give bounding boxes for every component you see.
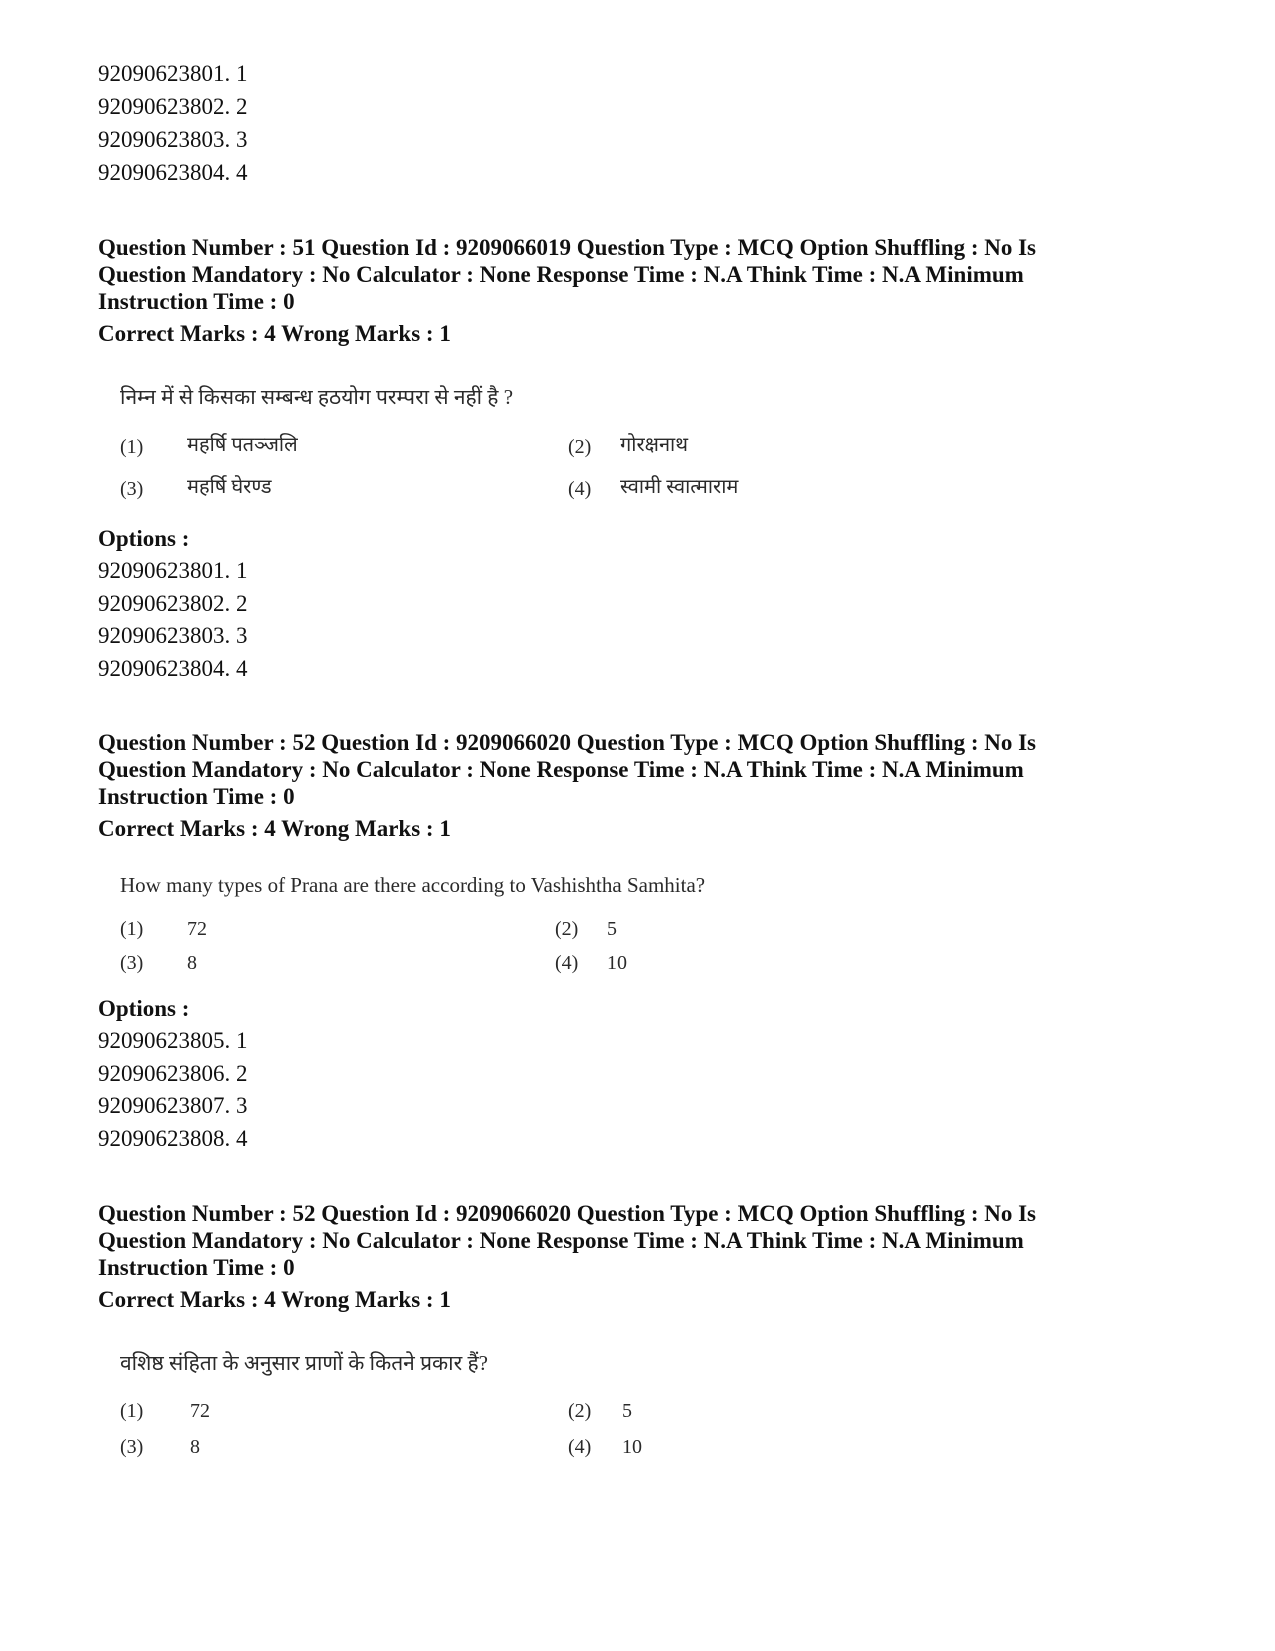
- choice-text: 72: [190, 1400, 210, 1422]
- choice-number: (3): [120, 952, 144, 974]
- option-line: 92090623803. 3: [98, 127, 248, 152]
- option-line: 92090623805. 1: [98, 1028, 248, 1053]
- choice-number: (4): [568, 478, 592, 500]
- choice-number: (3): [120, 1436, 144, 1458]
- question-text: How many types of Prana are there according to Vashishtha Samhita?: [120, 873, 706, 897]
- choice-number: (2): [555, 918, 579, 940]
- choice-number: (1): [120, 1400, 144, 1422]
- choice-number: (1): [120, 918, 144, 940]
- option-line: 92090623801. 1: [98, 61, 248, 86]
- choice-text: 8: [190, 1436, 200, 1458]
- option-line: 92090623807. 3: [98, 1093, 248, 1118]
- option-line: 92090623802. 2: [98, 94, 248, 119]
- choice-number: (4): [555, 952, 579, 974]
- question-marks: Correct Marks : 4 Wrong Marks : 1: [98, 321, 451, 346]
- question-header: Instruction Time : 0: [98, 289, 295, 314]
- choice-text: 5: [607, 918, 617, 940]
- question-marks: Correct Marks : 4 Wrong Marks : 1: [98, 816, 451, 841]
- choice-number: (4): [568, 1436, 592, 1458]
- question-header: Question Number : 52 Question Id : 9209066020 Question Type : MCQ Option Shuffling : No Is: [98, 1201, 1037, 1226]
- question-marks: Correct Marks : 4 Wrong Marks : 1: [98, 1287, 451, 1312]
- question-header: Question Mandatory : No Calculator : None Response Time : N.A Think Time : N.A Minimum: [98, 757, 1024, 782]
- choice-text: गोरक्षनाथ: [620, 434, 689, 456]
- options-label: Options :: [98, 526, 190, 551]
- choice-text: 8: [187, 952, 197, 974]
- question-header: Question Number : 51 Question Id : 9209066019 Question Type : MCQ Option Shuffling : No Is: [98, 235, 1037, 260]
- choice-number: (3): [120, 478, 144, 500]
- question-header: Question Mandatory : No Calculator : None Response Time : N.A Think Time : N.A Minimum: [98, 262, 1024, 287]
- option-line: 92090623804. 4: [98, 656, 248, 681]
- choice-text: स्वामी स्वात्माराम: [620, 476, 739, 498]
- choice-number: (1): [120, 436, 144, 458]
- choice-number: (2): [568, 1400, 592, 1422]
- question-text: निम्न में से किसका सम्बन्ध हठयोग परम्परा से नहीं है ?: [120, 385, 514, 409]
- options-label: Options :: [98, 996, 190, 1021]
- choice-text: 10: [607, 952, 627, 974]
- option-line: 92090623802. 2: [98, 591, 248, 616]
- option-line: 92090623806. 2: [98, 1061, 248, 1086]
- question-header: Question Mandatory : No Calculator : None Response Time : N.A Think Time : N.A Minimum: [98, 1228, 1024, 1253]
- option-line: 92090623801. 1: [98, 558, 248, 583]
- option-line: 92090623804. 4: [98, 160, 248, 185]
- option-line: 92090623808. 4: [98, 1126, 248, 1151]
- choice-text: महर्षि पतञ्जलि: [187, 434, 298, 456]
- choice-text: महर्षि घेरण्ड: [187, 476, 272, 498]
- option-line: 92090623803. 3: [98, 623, 248, 648]
- choice-text: 10: [622, 1436, 642, 1458]
- question-header: Instruction Time : 0: [98, 784, 295, 809]
- choice-text: 5: [622, 1400, 632, 1422]
- question-header: Question Number : 52 Question Id : 9209066020 Question Type : MCQ Option Shuffling : No Is: [98, 730, 1037, 755]
- choice-number: (2): [568, 436, 592, 458]
- choice-text: 72: [187, 918, 207, 940]
- question-header: Instruction Time : 0: [98, 1255, 295, 1280]
- question-text: वशिष्ठ संहिता के अनुसार प्राणों के कितने प्रकार हैं?: [120, 1351, 488, 1375]
